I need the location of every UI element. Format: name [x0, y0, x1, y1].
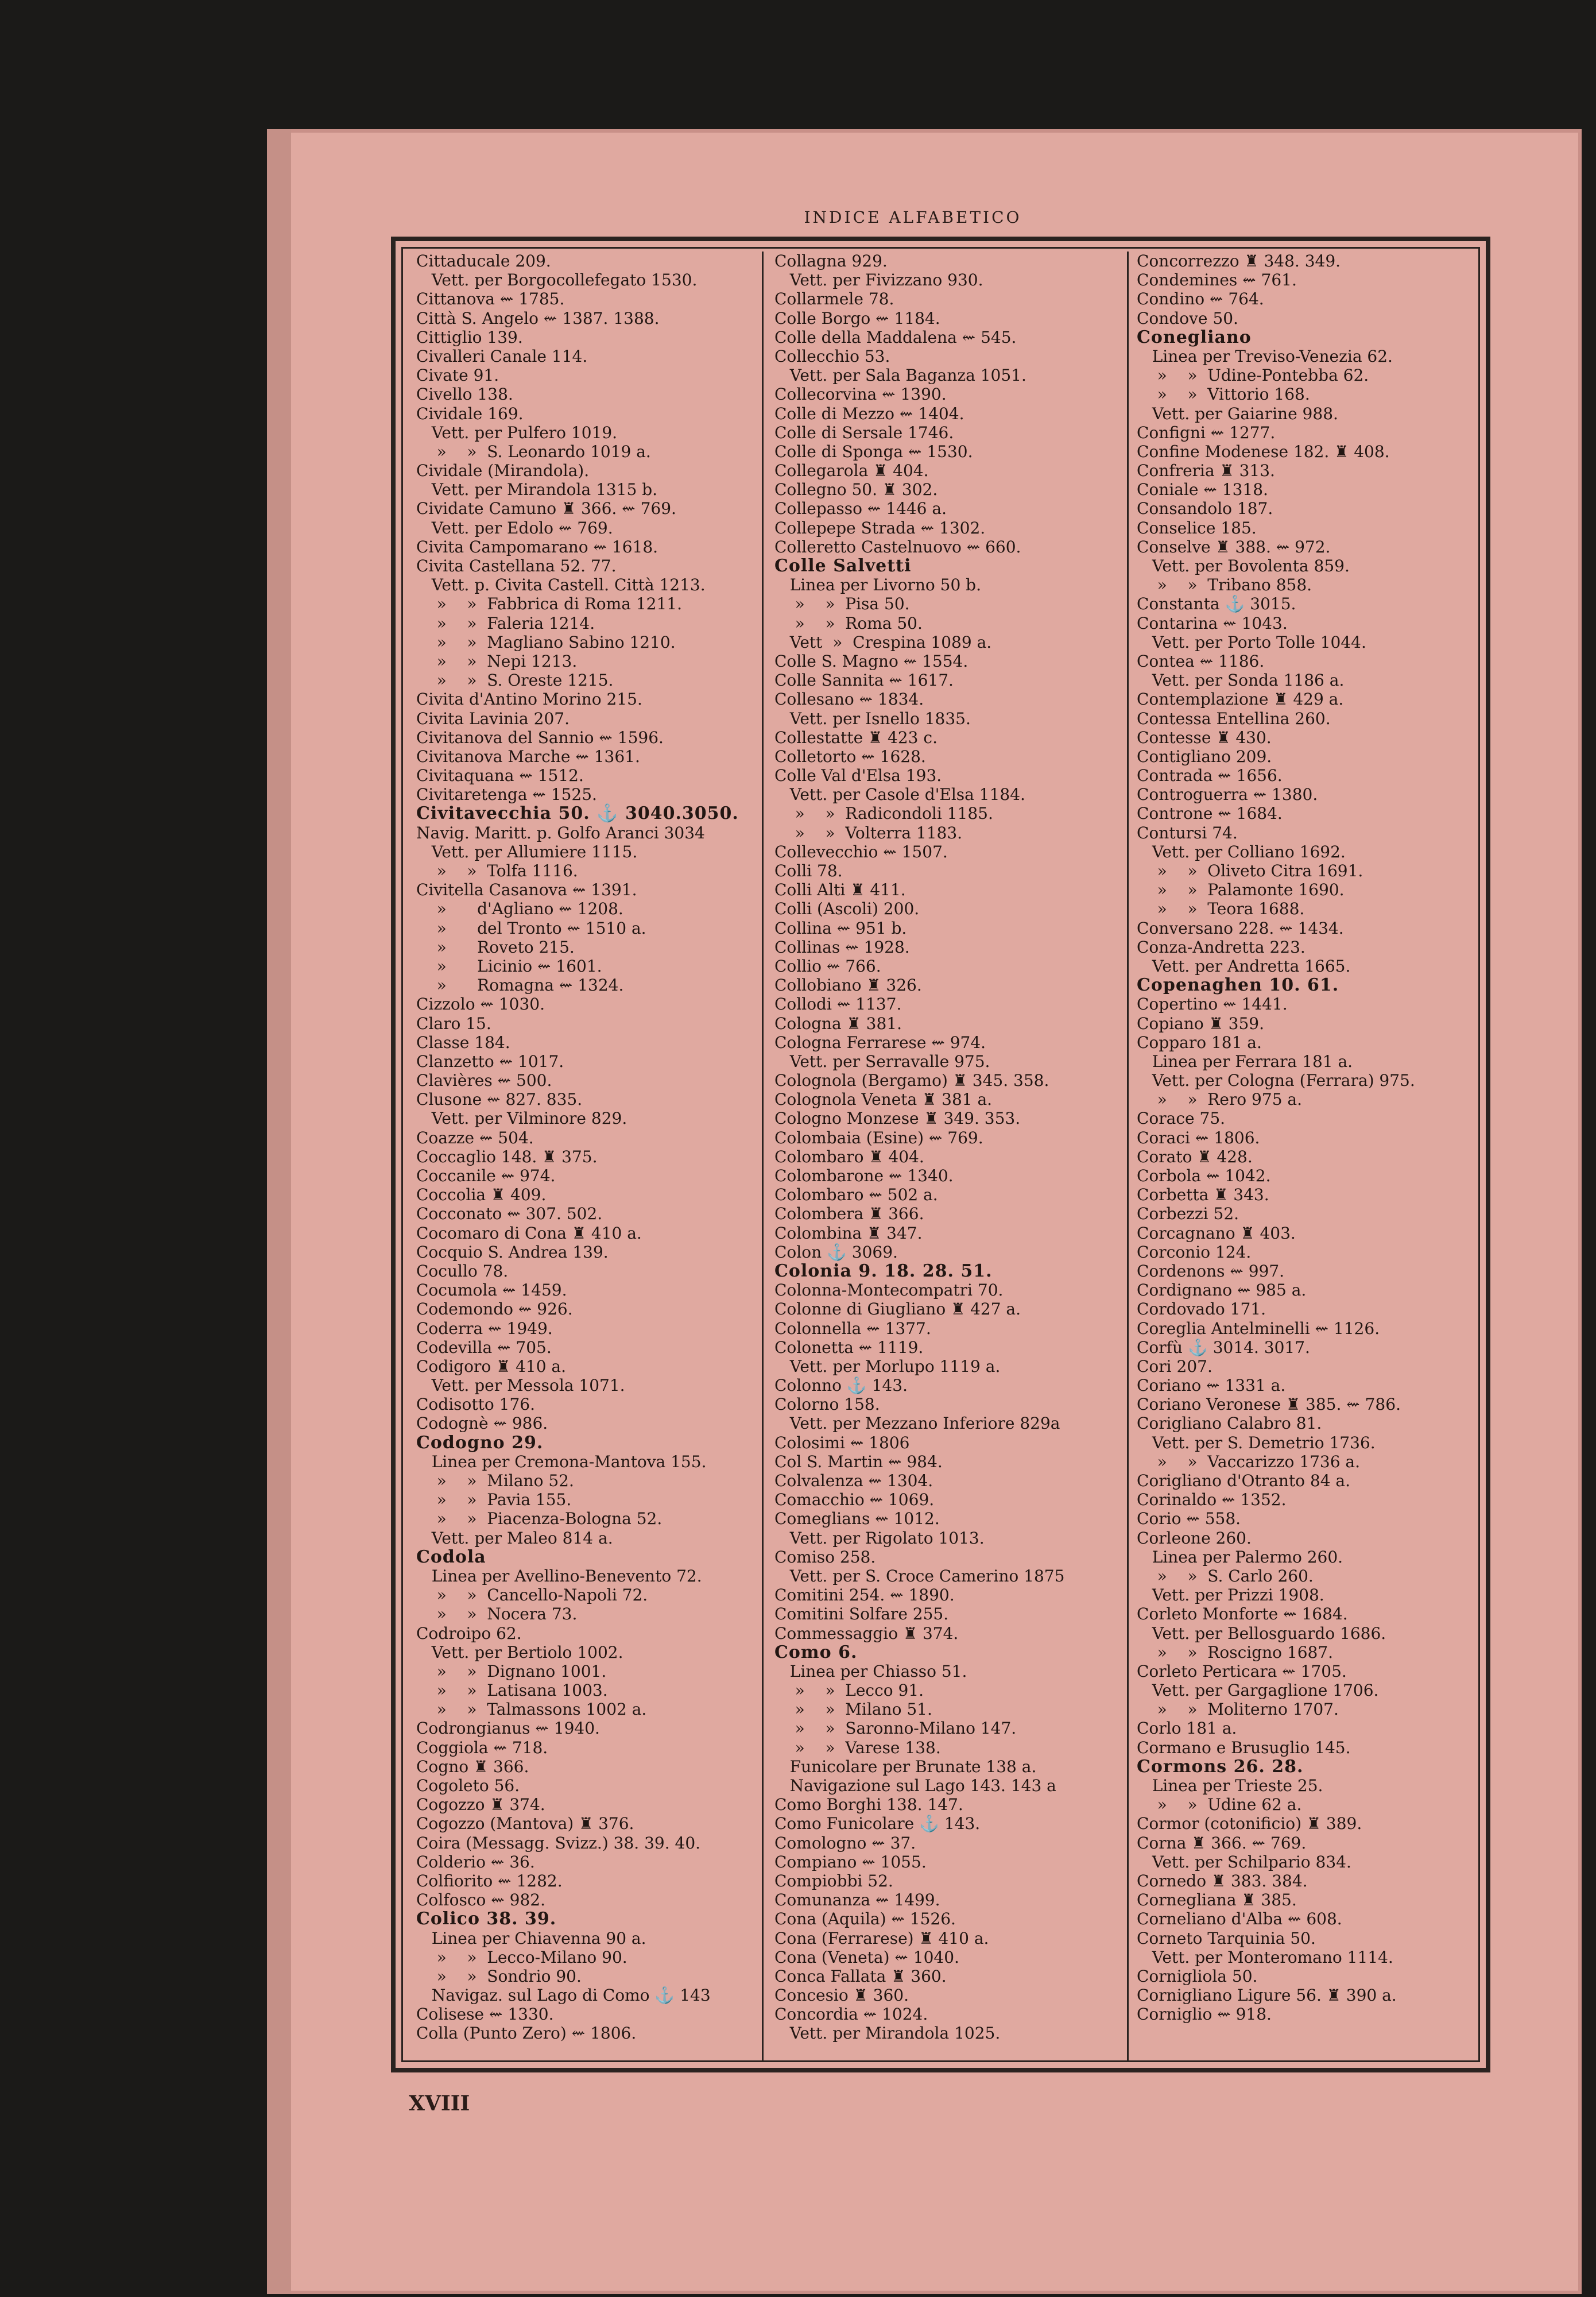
index-entry: » » Pavia 155.	[416, 1490, 572, 1510]
index-entry: Vett. per Gaiarine 988.	[1137, 404, 1338, 423]
index-entry: Navigaz. sul Lago di Como ⚓ 143	[416, 1986, 711, 2005]
index-entry: Colombera ♜ 366.	[774, 1204, 924, 1224]
index-entry: » » Magliano Sabino 1210.	[416, 632, 676, 652]
index-entry: Cittaducale 209.	[416, 252, 551, 270]
index-entry: Cona (Ferrarese) ♜ 410 a.	[774, 1928, 989, 1948]
index-entry: Collagna 929.	[774, 252, 888, 270]
index-entry: Corneto Tarquinia 50.	[1137, 1928, 1316, 1948]
index-entry: Cividale 169.	[416, 404, 524, 423]
index-entry: Colonna-Montecompatri 70.	[774, 1281, 1004, 1300]
index-entry: Copiano ♜ 359.	[1137, 1014, 1264, 1033]
index-entry: » » Radicondoli 1185.	[774, 804, 993, 823]
index-entry: Contursi 74.	[1137, 823, 1238, 842]
index-entry: Vett » Crespina 1089 a.	[774, 632, 992, 652]
index-entry: Civello 138.	[416, 385, 513, 404]
index-entry: Contesse ♜ 430.	[1137, 728, 1272, 747]
index-entry: Cona (Veneta) ⇜ 1040.	[774, 1947, 959, 1967]
index-entry: Controguerra ⇜ 1380.	[1137, 785, 1318, 805]
index-entry: Collevecchio ⇜ 1507.	[774, 842, 948, 861]
index-entry: Codroipo 62.	[416, 1623, 522, 1643]
index-entry: Collecchio 53.	[774, 346, 890, 366]
index-entry: Contessa Entellina 260.	[1137, 709, 1331, 728]
index-entry: Colle Borgo ⇜ 1184.	[774, 308, 940, 328]
index-entry: Colle di Sersale 1746.	[774, 423, 954, 442]
index-entry: Constanta ⚓ 3015.	[1137, 594, 1296, 614]
index-entry: » d'Agliano ⇜ 1208.	[416, 899, 623, 919]
index-entry: » » Saronno-Milano 147.	[774, 1719, 1017, 1738]
index-heading-entry: Codogno 29.	[416, 1432, 544, 1453]
index-entry: Colle Sannita ⇜ 1617.	[774, 671, 954, 690]
index-entry: Colognola Veneta ♜ 381 a.	[774, 1090, 993, 1109]
index-entry: Colli 78.	[774, 861, 843, 880]
index-entry: Linea per Trieste 25.	[1137, 1776, 1323, 1795]
index-entry: Vett. per Bovolenta 859.	[1137, 556, 1350, 575]
index-entry: Colle della Maddalena ⇜ 545.	[774, 327, 1017, 347]
index-entry: Vett. per Gargaglione 1706.	[1137, 1681, 1379, 1700]
index-entry: Colon ⚓ 3069.	[774, 1242, 898, 1262]
index-entry: Vett. per Sonda 1186 a.	[1137, 671, 1345, 690]
index-entry: Cogno ♜ 366.	[416, 1757, 529, 1776]
index-entry: Corleone 260.	[1137, 1528, 1252, 1548]
index-column-3	[1137, 252, 1478, 2060]
index-entry: Vett. per Fivizzano 930.	[774, 270, 983, 290]
index-entry: Civita Lavinia 207.	[416, 709, 570, 728]
index-entry: Conselve ♜ 388. ⇜ 972.	[1137, 537, 1331, 556]
index-entry: Vett. per Porto Tolle 1044.	[1137, 632, 1366, 652]
index-entry: » » Tribano 858.	[1137, 575, 1312, 595]
index-entry: Compiobbi 52.	[774, 1871, 893, 1890]
index-entry: Vett. p. Civita Castell. Città 1213.	[416, 575, 706, 595]
index-entry: Civate 91.	[416, 366, 499, 385]
index-entry: Coraci ⇜ 1806.	[1137, 1128, 1260, 1147]
index-entry: » » Teora 1688.	[1137, 899, 1305, 919]
index-entry: Corleto Perticara ⇜ 1705.	[1137, 1661, 1347, 1681]
index-entry: Collobiano ♜ 326.	[774, 976, 922, 995]
index-entry: » Roveto 215.	[416, 937, 575, 957]
index-entry: Cornegliana ♜ 385.	[1137, 1890, 1297, 1910]
index-entry: Comologno ⇜ 37.	[774, 1833, 916, 1853]
index-entry: » » Rero 975 a.	[1137, 1090, 1302, 1109]
index-entry: Civalleri Canale 114.	[416, 346, 588, 366]
index-entry: » » Tolfa 1116.	[416, 861, 578, 880]
index-entry: Civitanova Marche ⇜ 1361.	[416, 747, 640, 766]
index-entry: Cordignano ⇜ 985 a.	[1137, 1281, 1307, 1300]
index-entry: » » Varese 138.	[774, 1738, 941, 1757]
index-entry: » » Pisa 50.	[774, 594, 910, 614]
index-entry: Colfosco ⇜ 982.	[416, 1890, 545, 1910]
index-entry: Cogozzo ♜ 374.	[416, 1795, 545, 1815]
index-entry: Vett. per Isnello 1835.	[774, 709, 971, 728]
index-entry: Como Funicolare ⚓ 143.	[774, 1814, 981, 1834]
index-entry: Vett. per Serravalle 975.	[774, 1051, 990, 1071]
index-entry: Linea per Livorno 50 b.	[774, 575, 981, 595]
index-entry: Corbetta ♜ 343.	[1137, 1185, 1269, 1205]
index-entry: Coccanile ⇜ 974.	[416, 1166, 556, 1185]
index-entry: Cogoleto 56.	[416, 1776, 520, 1795]
index-entry: Codognè ⇜ 986.	[416, 1414, 548, 1433]
index-entry: Vett. per Casole d'Elsa 1184.	[774, 785, 1025, 805]
index-entry: Collepepe Strada ⇜ 1302.	[774, 518, 986, 537]
index-entry: Collio ⇜ 766.	[774, 956, 881, 976]
index-entry: Colonno ⚓ 143.	[774, 1376, 908, 1395]
index-entry: Colle di Sponga ⇜ 1530.	[774, 442, 973, 461]
index-entry: Comitini Solfare 255.	[774, 1604, 949, 1624]
index-entry: Colonnella ⇜ 1377.	[774, 1318, 931, 1338]
index-entry: Cizzolo ⇜ 1030.	[416, 995, 545, 1014]
index-entry: Vett. per Allumiere 1115.	[416, 842, 638, 861]
index-entry: Vett. per Borgocollefegato 1530.	[416, 270, 698, 290]
index-entry: Cologna ♜ 381.	[774, 1014, 902, 1033]
index-entry: Civitaquana ⇜ 1512.	[416, 766, 584, 786]
column-divider-1	[762, 252, 764, 2060]
index-entry: Civita Campomarano ⇜ 1618.	[416, 537, 658, 556]
index-heading-entry: Cormons 26. 28.	[1137, 1756, 1304, 1777]
index-entry: Navig. Maritt. p. Golfo Aranci 3034	[416, 823, 705, 842]
index-entry: Coderra ⇜ 1949.	[416, 1318, 553, 1338]
index-entry: Linea per Chiavenna 90 a.	[416, 1928, 646, 1948]
index-entry: Cologna Ferrarese ⇜ 974.	[774, 1033, 986, 1052]
index-entry: Colombina ♜ 347.	[774, 1223, 923, 1243]
index-entry: Controne ⇜ 1684.	[1137, 804, 1283, 823]
page-spine-shadow	[267, 129, 291, 2294]
index-entry: Contemplazione ♜ 429 a.	[1137, 690, 1344, 709]
index-entry: Conselice 185.	[1137, 518, 1257, 537]
index-entry: Copertino ⇜ 1441.	[1137, 995, 1288, 1014]
index-entry: » » Palamonte 1690.	[1137, 880, 1345, 900]
index-heading-entry: Como 6.	[774, 1642, 858, 1662]
index-entry: Vett. per S. Demetrio 1736.	[1137, 1433, 1376, 1452]
index-column-1	[416, 252, 755, 2060]
index-entry: Corna ♜ 366. ⇜ 769.	[1137, 1833, 1307, 1853]
index-entry: » » Udine-Pontebba 62.	[1137, 366, 1369, 385]
index-entry: Confine Modenese 182. ♜ 408.	[1137, 442, 1390, 461]
index-entry: Corconio 124.	[1137, 1242, 1252, 1262]
index-entry: » » Dignano 1001.	[416, 1661, 607, 1681]
index-entry: » » Latisana 1003.	[416, 1681, 608, 1700]
index-entry: Vett. per Messola 1071.	[416, 1376, 625, 1395]
index-entry: Cocconato ⇜ 307. 502.	[416, 1204, 603, 1224]
index-entry: Civitanova del Sannio ⇜ 1596.	[416, 728, 664, 747]
index-heading-entry: Civitavecchia 50. ⚓ 3040.3050.	[416, 803, 739, 824]
column-divider-2	[1127, 252, 1129, 2060]
index-entry: Collodi ⇜ 1137.	[774, 995, 902, 1014]
index-entry: Linea per Ferrara 181 a.	[1137, 1051, 1353, 1071]
index-entry: Vett. per S. Croce Camerino 1875	[774, 1566, 1065, 1586]
index-entry: Comiso 258.	[774, 1547, 876, 1567]
index-heading-entry: Copenaghen 10. 61.	[1137, 975, 1339, 996]
index-entry: Coazze ⇜ 504.	[416, 1128, 534, 1147]
index-entry: Codrongianus ⇜ 1940.	[416, 1719, 600, 1738]
index-entry: Concorrezzo ♜ 348. 349.	[1137, 252, 1341, 270]
index-entry: Cogozzo (Mantova) ♜ 376.	[416, 1814, 634, 1834]
index-entry: Corniglio ⇜ 918.	[1137, 2005, 1272, 2024]
index-entry: » » Roscigno 1687.	[1137, 1642, 1334, 1662]
index-heading-entry: Colonia 9. 18. 28. 51.	[774, 1260, 993, 1281]
index-entry: Clanzetto ⇜ 1017.	[416, 1051, 564, 1071]
index-entry: » » Sondrio 90.	[416, 1966, 582, 1986]
index-entry: Coccaglio 148. ♜ 375.	[416, 1147, 598, 1166]
index-entry: » Licinio ⇜ 1601.	[416, 956, 602, 976]
index-entry: Cordenons ⇜ 997.	[1137, 1261, 1285, 1281]
index-entry: Colombaia (Esine) ⇜ 769.	[774, 1128, 983, 1147]
index-entry: Colvalenza ⇜ 1304.	[774, 1471, 933, 1490]
index-entry: Civita Castellana 52. 77.	[416, 556, 617, 575]
index-entry: Cordovado 171.	[1137, 1300, 1266, 1319]
index-entry: Colorno 158.	[774, 1395, 880, 1414]
index-entry: Concordia ⇜ 1024.	[774, 2005, 928, 2024]
index-entry: Colle di Mezzo ⇜ 1404.	[774, 404, 964, 423]
index-entry: Funicolare per Brunate 138 a.	[774, 1757, 1037, 1776]
index-entry: Coggiola ⇜ 718.	[416, 1738, 548, 1757]
index-entry: Navigazione sul Lago 143. 143 a	[774, 1776, 1056, 1795]
index-entry: Linea per Chiasso 51.	[774, 1661, 967, 1681]
index-entry: Cona (Aquila) ⇜ 1526.	[774, 1909, 956, 1929]
index-entry: » » S. Leonardo 1019 a.	[416, 442, 651, 461]
index-entry: Corbezzi 52.	[1137, 1204, 1239, 1224]
index-heading-entry: Colle Salvetti	[774, 556, 912, 576]
index-entry: » » Lecco-Milano 90.	[416, 1947, 627, 1967]
index-entry: Comacchio ⇜ 1069.	[774, 1490, 935, 1510]
index-entry: Corato ♜ 428.	[1137, 1147, 1253, 1166]
index-entry: Condove 50.	[1137, 308, 1238, 328]
index-entry: Cittanova ⇜ 1785.	[416, 289, 565, 309]
index-entry: Cornigliola 50.	[1137, 1966, 1258, 1986]
index-entry: Copparo 181 a.	[1137, 1033, 1262, 1052]
index-entry: Compiano ⇜ 1055.	[774, 1852, 927, 1871]
index-entry: Vett. per Prizzi 1908.	[1137, 1586, 1324, 1605]
index-entry: Vett. per Morlupo 1119 a.	[774, 1356, 1001, 1376]
index-entry: Civitaretenga ⇜ 1525.	[416, 785, 597, 805]
index-entry: » » Talmassons 1002 a.	[416, 1700, 647, 1719]
index-entry: Conza-Andretta 223.	[1137, 937, 1306, 957]
index-entry: Conca Fallata ♜ 360.	[774, 1966, 947, 1986]
index-entry: Vett. per Mirandola 1315 b.	[416, 480, 658, 500]
index-entry: Vett. per Maleo 814 a.	[416, 1528, 613, 1548]
index-entry: Collegno 50. ♜ 302.	[774, 480, 938, 500]
index-entry: Linea per Cremona-Mantova 155.	[416, 1452, 707, 1471]
index-entry: Colombaro ♜ 404.	[774, 1147, 924, 1166]
index-entry: Corleto Monforte ⇜ 1684.	[1137, 1604, 1348, 1624]
index-entry: Colonetta ⇜ 1119.	[774, 1337, 924, 1357]
index-entry: Linea per Treviso-Venezia 62.	[1137, 346, 1393, 366]
index-entry: Civitella Casanova ⇜ 1391.	[416, 880, 637, 900]
index-entry: Vett. per Edolo ⇜ 769.	[416, 518, 613, 537]
index-entry: » » Vittorio 168.	[1137, 385, 1310, 404]
index-entry: Cormor (cotonificio) ♜ 389.	[1137, 1814, 1362, 1834]
index-entry: Colleretto Castelnuovo ⇜ 660.	[774, 537, 1021, 556]
index-entry: Colosimi ⇜ 1806	[774, 1433, 910, 1452]
index-entry: Cittiglio 139.	[416, 327, 523, 347]
index-entry: Codisotto 176.	[416, 1395, 535, 1414]
index-entry: Cividale (Mirandola).	[416, 461, 590, 481]
index-entry: Collarmele 78.	[774, 289, 894, 309]
index-entry: Col S. Martin ⇜ 984.	[774, 1452, 943, 1471]
index-entry: Confreria ♜ 313.	[1137, 461, 1275, 481]
index-entry: » » Nocera 73.	[416, 1604, 578, 1624]
index-entry: » » S. Oreste 1215.	[416, 671, 614, 690]
index-entry: Colombaro ⇜ 502 a.	[774, 1185, 938, 1205]
index-entry: Corigliano Calabro 81.	[1137, 1414, 1322, 1433]
index-entry: Collestatte ♜ 423 c.	[774, 728, 938, 747]
index-entry: Vett. per Colliano 1692.	[1137, 842, 1346, 861]
index-entry: Contarina ⇜ 1043.	[1137, 613, 1288, 633]
index-heading-entry: Codola	[416, 1546, 486, 1567]
index-entry: Colli (Ascoli) 200.	[774, 899, 920, 919]
index-entry: Linea per Palermo 260.	[1137, 1547, 1343, 1567]
index-entry: » Romagna ⇜ 1324.	[416, 976, 624, 995]
index-entry: Collegarola ♜ 404.	[774, 461, 929, 481]
index-entry: Codemondo ⇜ 926.	[416, 1300, 573, 1319]
index-entry: Coreglia Antelminelli ⇜ 1126.	[1137, 1318, 1380, 1338]
index-entry: Collecorvina ⇜ 1390.	[774, 385, 947, 404]
index-entry: » » Roma 50.	[774, 613, 923, 633]
index-entry: Clusone ⇜ 827. 835.	[416, 1090, 583, 1109]
index-entry: » » Udine 62 a.	[1137, 1795, 1302, 1815]
index-entry: Colfiorito ⇜ 1282.	[416, 1871, 563, 1890]
index-entry: » » Faleria 1214.	[416, 613, 595, 633]
index-entry: Città S. Angelo ⇜ 1387. 1388.	[416, 308, 660, 328]
index-entry: Cividate Camuno ♜ 366. ⇜ 769.	[416, 499, 676, 519]
index-entry: » del Tronto ⇜ 1510 a.	[416, 918, 646, 938]
index-entry: » » Volterra 1183.	[774, 823, 963, 842]
index-entry: Cocquio S. Andrea 139.	[416, 1242, 609, 1262]
index-entry: Contea ⇜ 1186.	[1137, 651, 1265, 671]
index-entry: Corio ⇜ 558.	[1137, 1509, 1241, 1529]
index-entry: Comitini 254. ⇜ 1890.	[774, 1586, 955, 1605]
index-entry: Comeglians ⇜ 1012.	[774, 1509, 940, 1529]
index-entry: Vett. per Mirandola 1025.	[774, 2024, 1001, 2043]
index-entry: Colletorto ⇜ 1628.	[774, 747, 926, 766]
index-entry: Comunanza ⇜ 1499.	[774, 1890, 940, 1910]
index-entry: Coriano ⇜ 1331 a.	[1137, 1376, 1286, 1395]
index-entry: Claro 15.	[416, 1014, 491, 1033]
index-entry: Colderio ⇜ 36.	[416, 1852, 535, 1871]
index-entry: Colle S. Magno ⇜ 1554.	[774, 651, 969, 671]
index-entry: Vett. per Bellosguardo 1686.	[1137, 1623, 1386, 1643]
index-entry: » » Oliveto Citra 1691.	[1137, 861, 1363, 880]
index-entry: » » Nepi 1213.	[416, 651, 578, 671]
index-entry: Cocullo 78.	[416, 1261, 509, 1281]
index-entry: Vett. per Andretta 1665.	[1137, 956, 1351, 976]
index-entry: Colognola (Bergamo) ♜ 345. 358.	[774, 1071, 1049, 1091]
index-entry: Cocumola ⇜ 1459.	[416, 1281, 567, 1300]
index-entry: Colisese ⇜ 1330.	[416, 2005, 554, 2024]
index-entry: Cormano e Brusuglio 145.	[1137, 1738, 1351, 1757]
index-column-2	[774, 252, 1119, 2060]
index-entry: Vett. per Sala Baganza 1051.	[774, 366, 1026, 385]
index-entry: Vett. per Monteromano 1114.	[1137, 1947, 1393, 1967]
index-entry: Vett. per Schilpario 834.	[1137, 1852, 1351, 1871]
index-entry: Conversano 228. ⇜ 1434.	[1137, 918, 1344, 938]
index-entry: Corlo 181 a.	[1137, 1719, 1237, 1738]
index-entry: Condino ⇜ 764.	[1137, 289, 1264, 309]
index-entry: Corcagnano ♜ 403.	[1137, 1223, 1296, 1243]
index-entry: » » Vaccarizzo 1736 a.	[1137, 1452, 1361, 1471]
index-entry: Cologno Monzese ♜ 349. 353.	[774, 1109, 1021, 1128]
index-entry: Classe 184.	[416, 1033, 510, 1052]
index-entry: Cori 207.	[1137, 1356, 1213, 1376]
index-entry: Coccolia ♜ 409.	[416, 1185, 547, 1205]
index-entry: Colla (Punto Zero) ⇜ 1806.	[416, 2024, 637, 2043]
index-entry: Vett. per Vilminore 829.	[416, 1109, 627, 1128]
page-header-title: INDICE ALFABETICO	[804, 208, 1022, 227]
index-entry: » » Milano 52.	[416, 1471, 574, 1490]
index-entry: Collinas ⇜ 1928.	[774, 937, 910, 957]
index-entry: Corigliano d'Otranto 84 a.	[1137, 1471, 1351, 1490]
index-entry: Coniale ⇜ 1318.	[1137, 480, 1268, 500]
index-entry: Codevilla ⇜ 705.	[416, 1337, 552, 1357]
index-entry: Corbola ⇜ 1042.	[1137, 1166, 1271, 1185]
index-entry: Vett. per Pulfero 1019.	[416, 423, 618, 442]
index-entry: Collepasso ⇜ 1446 a.	[774, 499, 947, 519]
index-entry: Vett. per Rigolato 1013.	[774, 1528, 985, 1548]
index-entry: Corfù ⚓ 3014. 3017.	[1137, 1337, 1310, 1357]
index-entry: Cocomaro di Cona ♜ 410 a.	[416, 1223, 642, 1243]
index-entry: Colli Alti ♜ 411.	[774, 880, 906, 900]
index-entry: Condemines ⇜ 761.	[1137, 270, 1297, 290]
index-entry: Contigliano 209.	[1137, 747, 1272, 766]
index-entry: Clavières ⇜ 500.	[416, 1071, 552, 1091]
index-entry: Cornigliano Ligure 56. ♜ 390 a.	[1137, 1986, 1397, 2005]
index-entry: Colombarone ⇜ 1340.	[774, 1166, 954, 1185]
index-entry: Collesano ⇜ 1834.	[774, 690, 924, 709]
index-entry: Vett. per Mezzano Inferiore 829a	[774, 1414, 1060, 1433]
index-entry: Civita d'Antino Morino 215.	[416, 690, 642, 709]
index-entry: Commessaggio ♜ 374.	[774, 1623, 959, 1643]
index-entry: Configni ⇜ 1277.	[1137, 423, 1276, 442]
index-entry: Concesio ♜ 360.	[774, 1986, 909, 2005]
index-entry: » » Fabbrica di Roma 1211.	[416, 594, 682, 614]
index-entry: Consandolo 187.	[1137, 499, 1273, 519]
index-entry: » » Piacenza-Bologna 52.	[416, 1509, 663, 1529]
index-entry: Cornedo ♜ 383. 384.	[1137, 1871, 1308, 1890]
index-entry: Coriano Veronese ♜ 385. ⇜ 786.	[1137, 1395, 1401, 1414]
index-entry: Colle Val d'Elsa 193.	[774, 766, 942, 786]
index-entry: Contrada ⇜ 1656.	[1137, 766, 1283, 786]
index-entry: Corace 75.	[1137, 1109, 1226, 1128]
index-heading-entry: Colico 38. 39.	[416, 1909, 557, 1929]
index-entry: » » S. Carlo 260.	[1137, 1566, 1314, 1586]
index-entry: » » Moliterno 1707.	[1137, 1700, 1339, 1719]
index-entry: Corinaldo ⇜ 1352.	[1137, 1490, 1287, 1510]
index-entry: Vett. per Cologna (Ferrara) 975.	[1137, 1071, 1415, 1091]
index-entry: Collina ⇜ 951 b.	[774, 918, 907, 938]
index-entry: Como Borghi 138. 147.	[774, 1795, 963, 1815]
index-entry: Vett. per Bertiolo 1002.	[416, 1642, 623, 1662]
index-entry: Corneliano d'Alba ⇜ 608.	[1137, 1909, 1342, 1929]
index-heading-entry: Conegliano	[1137, 327, 1252, 347]
index-entry: Colonne di Giugliano ♜ 427 a.	[774, 1300, 1021, 1319]
page-number: XVIII	[409, 2091, 470, 2116]
index-entry: Coira (Messagg. Svizz.) 38. 39. 40.	[416, 1833, 701, 1853]
index-entry: » » Milano 51.	[774, 1700, 932, 1719]
index-entry: Codigoro ♜ 410 a.	[416, 1356, 567, 1376]
index-entry: Linea per Avellino-Benevento 72.	[416, 1566, 702, 1586]
index-entry: » » Cancello-Napoli 72.	[416, 1586, 648, 1605]
index-entry: » » Lecco 91.	[774, 1681, 924, 1700]
